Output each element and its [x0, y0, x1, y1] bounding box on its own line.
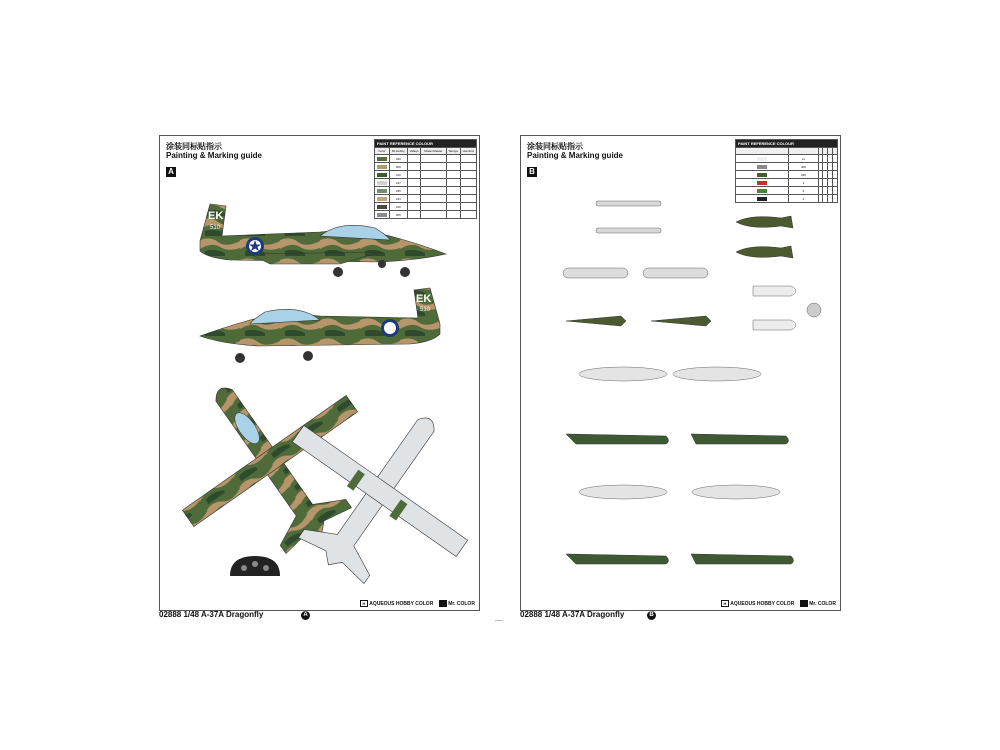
- paint-code: 316: [389, 203, 407, 211]
- instruction-sheet-a: [159, 135, 480, 611]
- instruction-sheet-b: [520, 135, 841, 611]
- legend-mr-label: Mr. COLOR: [448, 600, 475, 607]
- paint-code: 305: [789, 163, 818, 171]
- mr-color-legend-box: [800, 600, 808, 607]
- paint-code: 340: [789, 171, 818, 179]
- legend-aqueous-label: AQUEOUS HOBBY COLOR: [730, 600, 795, 607]
- sheet-b-title-english: Painting & Marking guide: [527, 151, 624, 160]
- paint-code: 3: [789, 179, 818, 187]
- tail-code-text-2: EK: [416, 293, 432, 305]
- section-b-badge: B: [527, 167, 537, 177]
- footer-a: 02888 1/48 A-37A Dragonfly: [159, 610, 264, 619]
- paint-code: 340: [389, 155, 407, 163]
- col-vallejo: Vallejo: [408, 148, 421, 155]
- tail-code-text: EK: [208, 210, 224, 222]
- sheet-a-title-chinese: 涂装同标贴指示: [166, 142, 222, 151]
- col-tamiya: Tamiya: [446, 148, 460, 155]
- paint-code: 317: [389, 179, 407, 187]
- legend-mr-label: Mr. COLOR: [809, 600, 836, 607]
- color-legend-b: [721, 600, 836, 607]
- paint-code: 305: [389, 211, 407, 219]
- light-pods-row-1: [563, 268, 708, 278]
- col-humbrol: Humbrol: [460, 148, 476, 155]
- paint-code: 309: [389, 163, 407, 171]
- nose-cones: [753, 286, 821, 330]
- tail-number-text-2: 510: [420, 307, 431, 313]
- footer-badge-b: B: [647, 611, 656, 620]
- bombs: [736, 216, 793, 258]
- aqueous-legend-box: H: [721, 600, 729, 607]
- sheet-b-title-chinese: 涂装同标贴指示: [527, 142, 583, 151]
- paint-code: 310: [389, 171, 407, 179]
- col-model-master: Model Master: [421, 148, 447, 155]
- aircraft-illustrations-a: [160, 136, 481, 612]
- instrument-panel: [230, 556, 280, 576]
- rails: [596, 201, 661, 233]
- ordnance-illustrations-b: [521, 136, 842, 612]
- footer-badge-a: A: [301, 611, 310, 620]
- paint-code: 313: [389, 195, 407, 203]
- paint-code: 11: [789, 155, 818, 163]
- fuel-tanks-row-2: [579, 485, 780, 499]
- fuel-tanks-row-1: [579, 367, 761, 381]
- paint-code: 335: [389, 187, 407, 195]
- color-legend-a: [360, 600, 475, 607]
- tail-number-text: 510: [210, 225, 221, 231]
- green-tanks-row-2: [566, 554, 794, 564]
- mr-color-legend-box: [439, 600, 447, 607]
- green-bombs: [566, 316, 711, 326]
- green-tanks-row-1: [566, 434, 789, 444]
- section-a-badge: A: [166, 167, 176, 177]
- paint-table-header: PAINT REFERENCE COLOUR: [375, 140, 477, 148]
- legend-aqueous-label: AQUEOUS HOBBY COLOR: [369, 600, 434, 607]
- side-view-left-profile: [200, 204, 446, 277]
- paint-table-header: PAINT REFERENCE COLOUR: [736, 140, 838, 148]
- col-mr-hobby: Mr.Hobby: [389, 148, 407, 155]
- side-view-right-profile: [200, 288, 440, 363]
- top-view-aircraft: [160, 332, 404, 592]
- paint-code: 6: [789, 187, 818, 195]
- paint-code: 2: [789, 195, 818, 203]
- footer-b: 02888 1/48 A-37A Dragonfly: [520, 610, 625, 619]
- sheet-a-title-english: Painting & Marking guide: [166, 151, 263, 160]
- col-color: Color: [375, 148, 390, 155]
- page-divider-mark: [495, 620, 503, 621]
- aqueous-legend-box: H: [360, 600, 368, 607]
